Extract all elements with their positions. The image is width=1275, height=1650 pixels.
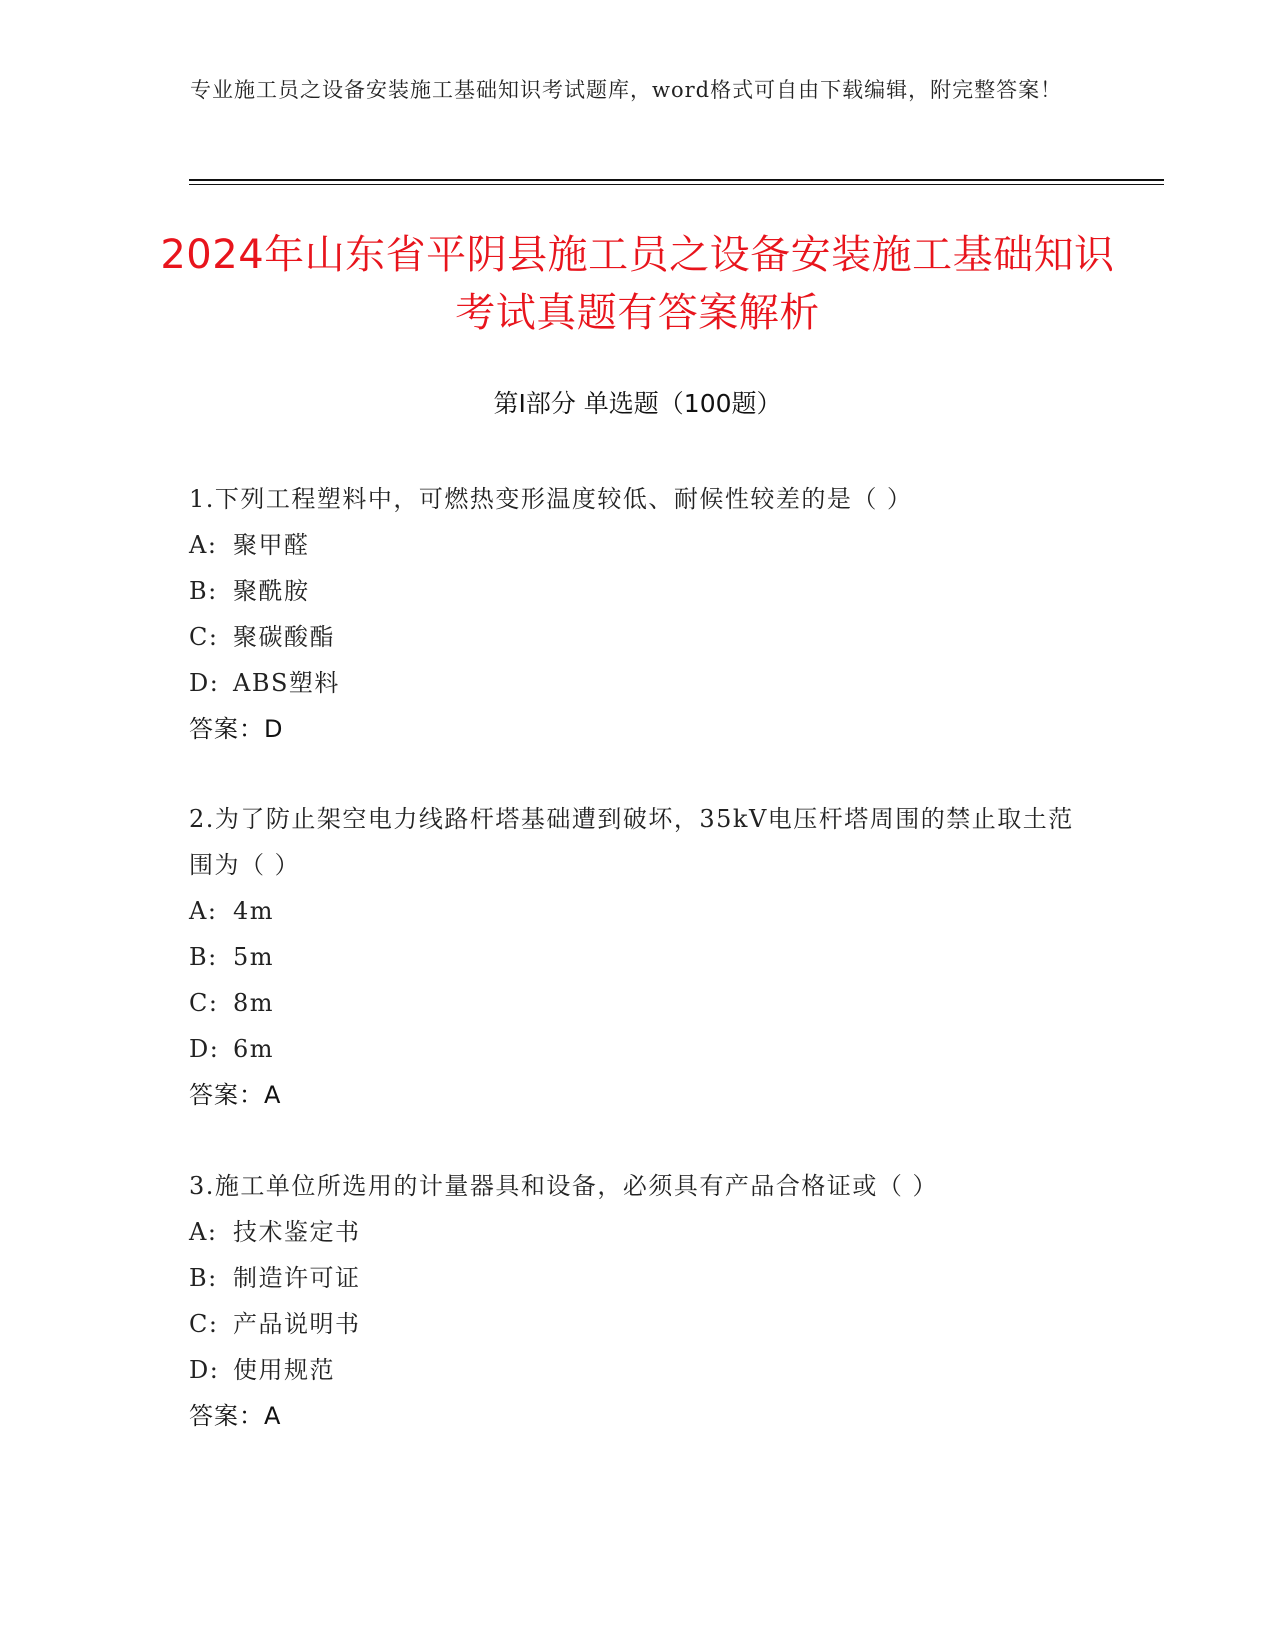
section-heading: 第I部分 单选题（100题） (493, 389, 782, 418)
option-a (189, 522, 1089, 568)
option-text: 制造许可证 (233, 1264, 361, 1292)
option-text: 4m (233, 897, 275, 925)
option-key: A: (189, 897, 218, 925)
header-divider-thin (189, 184, 1164, 185)
option-a (189, 1209, 1089, 1255)
option-key: D: (189, 1035, 220, 1063)
option-c (189, 1301, 1089, 1347)
option-key: D: (189, 1356, 220, 1384)
option-b (189, 1255, 1089, 1301)
answer: 答案：D (189, 715, 284, 743)
document-title: 2024年山东省平阴县施工员之设备安装施工基础知识考试真题有答案解析 (160, 232, 1115, 336)
option-text: 8m (233, 989, 275, 1017)
question-stem: 3.施工单位所选用的计量器具和设备，必须具有产品合格证或（ ） (189, 1172, 939, 1200)
question-2 (189, 796, 1089, 1118)
option-d (189, 1347, 1089, 1393)
option-key: C: (189, 989, 219, 1017)
option-c (189, 614, 1089, 660)
option-text: 5m (233, 943, 275, 971)
option-text: 聚甲醛 (233, 531, 310, 559)
option-key: A: (189, 531, 218, 559)
answer: 答案：A (189, 1402, 282, 1430)
option-key: B: (189, 1264, 218, 1292)
question-1 (189, 476, 1089, 752)
option-b (189, 568, 1089, 614)
option-text: 使用规范 (233, 1356, 335, 1384)
option-key: C: (189, 1310, 219, 1338)
option-text: 技术鉴定书 (233, 1218, 361, 1246)
answer: 答案：A (189, 1081, 282, 1109)
question-stem: 1.下列工程塑料中，可燃热变形温度较低、耐候性较差的是（ ） (189, 485, 913, 513)
option-text: 6m (233, 1035, 275, 1063)
option-text: 聚碳酸酯 (233, 623, 335, 651)
option-b (189, 934, 1089, 980)
option-key: A: (189, 1218, 218, 1246)
option-key: B: (189, 943, 218, 971)
option-text: ABS塑料 (233, 669, 340, 697)
header-note: 专业施工员之设备安装施工基础知识考试题库，word格式可自由下载编辑，附完整答案！ (190, 78, 1063, 102)
option-text: 产品说明书 (233, 1310, 361, 1338)
option-d (189, 1026, 1089, 1072)
option-c (189, 980, 1089, 1026)
question-3 (189, 1163, 1089, 1439)
question-stem: 2.为了防止架空电力线路杆塔基础遭到破坏，35kV电压杆塔周围的禁止取土范围为（ ） (189, 805, 1074, 879)
header-divider-thick (189, 179, 1164, 181)
option-d (189, 660, 1089, 706)
option-a (189, 888, 1089, 934)
option-key: B: (189, 577, 218, 605)
option-key: C: (189, 623, 219, 651)
option-key: D: (189, 669, 220, 697)
option-text: 聚酰胺 (233, 577, 310, 605)
